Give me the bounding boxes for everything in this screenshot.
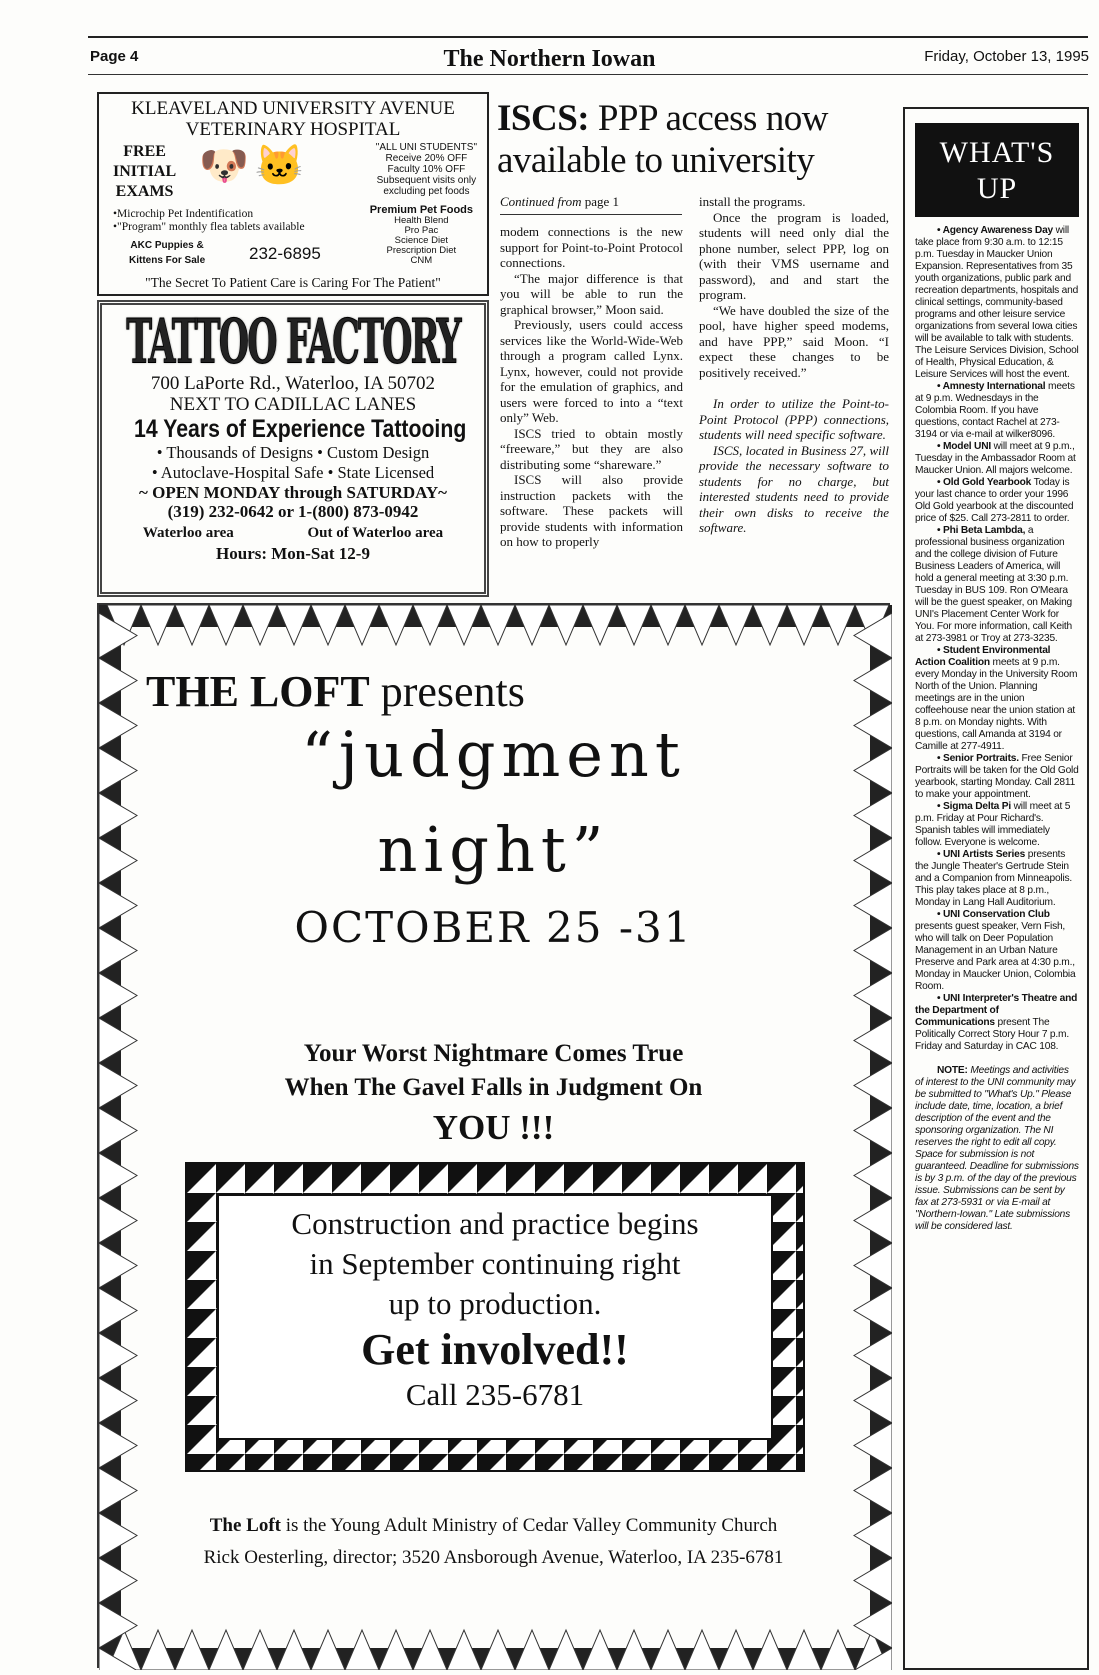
event-title-line2: night” (377, 813, 610, 886)
whats-up-item: • Sigma Delta Pi will meet at 5 p.m. Friday at Pour Richard's. Spanish tables will immediately follow. Everyone is welcome. (915, 801, 1071, 848)
header-rule (88, 36, 1088, 38)
whats-up-item: • Model UNI will meet at 9 p.m., Tuesday in the Ambassador Room at Maucker Union. All majors welcome. (915, 441, 1076, 476)
whats-up-item: • UNI Artists Series presents the Jungle Theater's Gertrude Stein and a Companion from Minneapolis. This play takes place at 8 p.m., Monday in Lang Hall Auditorium. (915, 849, 1073, 908)
whats-up-item: • Agency Awareness Day will take place from 9:30 a.m. to 12:15 p.m. Tuesday in Maucker Union Expansion. Representatives from 35 youth organizations, public park and recreation departments, hospitals and clinical settings, community-based programs and other leisure service organizations from several Iowa cities will be available to talk with students. The Leisure Services Division, School of Health, Physical Education, & Leisure Services will host the event. (915, 225, 1079, 380)
article-headline: ISCS: PPP access now available to university (497, 98, 828, 181)
tattoo-experience: 14 Years of Experience Tattooing (134, 415, 467, 443)
vet-phone: 232-6895 (249, 244, 321, 263)
loft-presents: THE LOFT presents (146, 667, 525, 716)
tattoo-areas: Waterloo area Out of Waterloo area (142, 525, 444, 541)
cta-text: in September continuing right (309, 1246, 681, 1281)
tattoo-open-days: ~ OPEN MONDAY through SATURDAY~ (139, 483, 447, 502)
event-tagline-you: YOU !!! (432, 1108, 555, 1147)
vet-ad-subtitle: VETERINARY HOSPITAL (185, 119, 401, 140)
student-discounts: "ALL UNI STUDENTS" Receive 20% OFF Faculty 10% OFF Subsequent visits only excluding pet foods (375, 142, 477, 197)
whats-up-item: • UNI Conservation Club presents guest speaker, Vern Fish, who will talk on Deer Population Management in an Urban Nature Preserve and Park area at 4:30 p.m., Monday in Maucker Union, Colombia Room. (915, 909, 1076, 992)
cta-text: up to production. (388, 1286, 602, 1321)
whats-up-column (903, 107, 1089, 1670)
article-column-1: modem connections is the new support for Point-to-Point Protocol connections. “The major difference is that you will be able to run the graphical browser,” Moon said. Previously, users could access services like the World-Wide-Web through a program called Lynx. Lynx, however, could not provide for the emulation of graphics, and users were forced to into a “text only” Web. ISCS tried to obtain mostly “freeware,” but they are also distributing some “shareware.” ISCS will also provide instruction packets with the software. These packets will provide students with information on how to properly (500, 224, 683, 549)
whats-up-item: • Student Environmental Action Coalition meets at 9 p.m. every Monday in the University Room North of the Union. Planning meetings are in the union coffeehouse near the union station at 8 p.m. on Monday nights. With questions, call Amanda at 3194 or Camille at 277-4911. (915, 645, 1078, 752)
get-involved: Get involved!! (361, 1325, 629, 1374)
tattoo-logo: TATTOO FACTORY (126, 305, 460, 378)
call-to-action-box (185, 1162, 805, 1472)
whats-up-item: • Senior Portraits. Free Senior Portraits will be taken for the Old Gold yearbook, starting Monday. Call 2811 to make your appointment. (915, 753, 1079, 800)
event-title-line1: “judgment (301, 718, 686, 791)
akc-puppies: AKC Puppies & Kittens For Sale (129, 240, 206, 266)
issue-date: Friday, October 13, 1995 (924, 48, 1089, 65)
tattoo-address: 700 LaPorte Rd., Waterloo, IA 50702 (150, 373, 436, 394)
whats-up-item: • Old Gold Yearbook Today is your last chance to order your 1996 Old Gold yearbook at the discounted price of $25. Call 273-2811 to order. (915, 477, 1074, 524)
whats-up-note: NOTE: Meetings and activities of interest to the UNI community may be submitted to "What's Up." Please include date, time, location, a brief description of the event and the sponsoring organization. The NI reserves the right to edit all copy. Space for submission is not guaranteed. Deadline for submissions is by 3 p.m. of the day of the previous issue. Submissions can be sent by fax at 273-5931 or via E-mail at "Northern-Iowan." Late submissions will be considered last. (915, 1065, 1079, 1232)
cta-text: Construction and practice begins (291, 1206, 699, 1241)
event-tagline: Your Worst Nightmare Comes True When The Gavel Falls in Judgment On (284, 1040, 703, 1101)
the-loft-ad (97, 603, 890, 1668)
pet-foods: Premium Pet Foods Health Blend Pro Pac Science Diet Prescription Diet CNM (369, 204, 473, 266)
tattoo-features: • Thousands of Designs • Custom Design (156, 443, 430, 462)
free-exams: FREE INITIAL EXAMS (113, 143, 177, 200)
vet-hospital-ad (97, 92, 489, 296)
whats-up-item: • UNI Interpreter's Theatre and the Department of Communications present The Politically Correct Story Hour 7 p.m. Friday and Saturday in CAC 108. (915, 993, 1078, 1052)
header-rule (88, 74, 1088, 75)
continued-from: Continued from page 1 (500, 194, 682, 215)
dog-cat-illustration-icon: 🐶🐱 (199, 143, 311, 188)
whats-up-item: • Amnesty International meets at 9 p.m. Wednesdays in the Colombia Room. If you have questions, contact Rachel at 273-3194 or via e-mail at wilker8096. (915, 381, 1075, 440)
article-column-2: install the programs. Once the program is loaded, students will need only dial the phone number, select PPP, log on (with their VMS username and password), and and start the program. “We have doubled the size of the pool, have higher speed modems, and have PPP,” said Moon. “I expect these changes to be positively received.” In order to utilize the Point-to-Point Protocol (PPP) connections, students will need specific software. ISCS, located in Business 27, will provide the necessary software to students for no charge, but interested students need to provide their own disks to receive the software. (699, 194, 889, 535)
newspaper-title: The Northern Iowan (443, 46, 656, 72)
event-dates: OCTOBER 25 -31 (294, 903, 693, 952)
vet-services: •Microchip Pet Indentification •"Program" monthly flea tablets available (113, 208, 305, 233)
tattoo-phones: (319) 232-0642 or 1-(800) 873-0942 (167, 502, 419, 521)
loft-ministry-info: The Loft is the Young Adult Ministry of Cedar Valley Community Church Rick Oesterling, director; 3520 Ansborough Avenue, Waterloo, IA 235-6781 (203, 1515, 784, 1568)
tattoo-factory-ad (97, 300, 489, 597)
whats-up-item: • Phi Beta Lambda, a professional business organization and the college division of Future Business Leaders of America, will hold a general meeting at 3:30 p.m. Tuesday in BUS 109. Ron O'Meara will be the guest speaker, on Making UNI's Placement Center Work for You. For more information, call Keith at 273-3981 or Troy at 273-3235. (915, 525, 1073, 644)
whats-up-heading: WHAT'S UP (915, 123, 1079, 217)
tattoo-hours: Hours: Mon-Sat 12-9 (216, 544, 370, 563)
tattoo-location: NEXT TO CADILLAC LANES (169, 394, 417, 415)
tattoo-features: • Autoclave-Hospital Safe • State Licensed (151, 463, 435, 482)
cta-phone: Call 235-6781 (405, 1377, 585, 1412)
page-number: Page 4 (90, 48, 139, 65)
vet-ad-title: KLEAVELAND UNIVERSITY AVENUE (131, 98, 455, 119)
whats-up-items (915, 225, 1079, 1053)
vet-slogan: "The Secret To Patient Care is Caring For The Patient" (145, 275, 441, 290)
